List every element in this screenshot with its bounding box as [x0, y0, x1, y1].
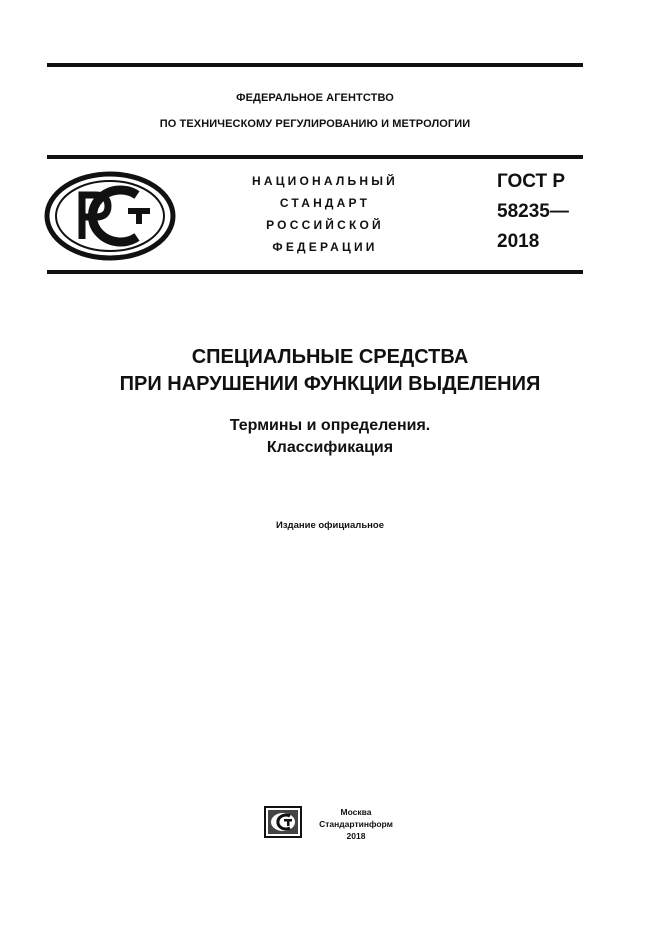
publisher-city: Москва — [340, 807, 372, 817]
document-title — [47, 344, 613, 398]
gost-code — [497, 167, 569, 257]
agency-name-line2: ПО ТЕХНИЧЕСКОМУ РЕГУЛИРОВАНИЮ И МЕТРОЛОГИИ — [159, 118, 471, 130]
standard-line: СТАНДАРТ — [279, 196, 371, 210]
standard-rule — [47, 270, 583, 274]
standard-line: ФЕДЕРАЦИИ — [272, 240, 378, 254]
standard-line: НАЦИОНАЛЬНЫЙ — [251, 174, 399, 188]
edition-label: Издание официальное — [276, 520, 384, 531]
title-line: ПРИ НАРУШЕНИИ ФУНКЦИИ ВЫДЕЛЕНИЯ — [119, 373, 541, 395]
standartinform-logo-icon — [264, 806, 302, 838]
agency-name-line1: ФЕДЕРАЛЬНОЕ АГЕНТСТВО — [236, 92, 394, 104]
gost-code-line: ГОСТ Р — [497, 171, 566, 192]
rst-certification-mark-icon — [44, 171, 176, 261]
national-standard-label — [230, 170, 420, 258]
subtitle-line: Термины и определения. — [229, 417, 431, 434]
gost-code-line: 2018 — [497, 231, 540, 252]
publisher-info — [312, 806, 400, 842]
gost-code-line: 58235— — [497, 201, 569, 222]
document-subtitle — [47, 415, 613, 459]
publication-year: 2018 — [346, 831, 366, 841]
subtitle-line: Классификация — [266, 439, 394, 456]
publisher-name: Стандартинформ — [319, 819, 393, 829]
standard-line: РОССИЙСКОЙ — [266, 218, 384, 232]
header-rule — [47, 155, 583, 159]
title-line: СПЕЦИАЛЬНЫЕ СРЕДСТВА — [191, 346, 469, 368]
top-rule — [47, 63, 583, 67]
